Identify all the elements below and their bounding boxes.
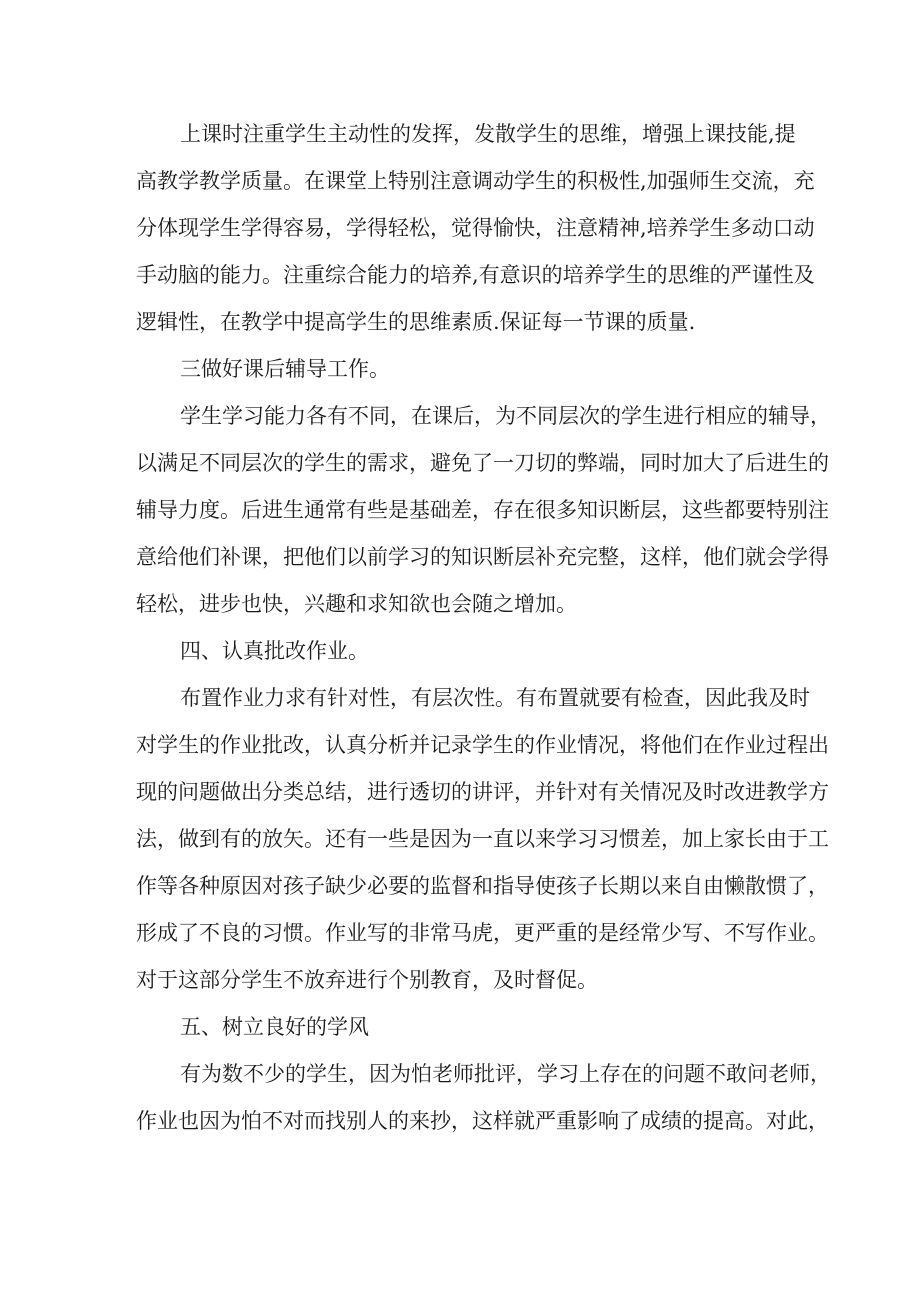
paragraph-3-line-4: 意给他们补课，把他们以前学习的知识断层补充完整，这样，他们就会学得 — [136, 545, 829, 569]
paragraph-5-line-6: 形成了不良的习惯。作业写的非常马虎，更严重的是经常少写、不写作业。 — [136, 921, 829, 945]
paragraph-5-line-1: 布置作业力求有针对性，有层次性。有布置就要有检查，因此我及时 — [180, 686, 810, 710]
paragraph-5-line-4: 法，做到有的放矢。还有一些是因为一直以来学习习惯差，加上家长由于工 — [136, 827, 829, 851]
paragraph-5-line-3: 现的问题做出分类总结，进行透切的讲评，并针对有关情况及时改进教学方 — [136, 780, 829, 804]
paragraph-3-line-2: 以满足不同层次的学生的需求，避免了一刀切的弊端，同时加大了后进生的 — [136, 451, 829, 475]
section-heading-3: 三做好课后辅导工作。 — [180, 357, 390, 381]
paragraph-5-line-7: 对于这部分学生不放弃进行个别教育，及时督促。 — [136, 968, 598, 992]
paragraph-1-line-5: 逻辑性，在教学中提高学生的思维素质.保证每一节课的质量. — [136, 310, 696, 334]
paragraph-5-line-2: 对学生的作业批改，认真分析并记录学生的作业情况，将他们在作业过程出 — [136, 733, 829, 757]
paragraph-7-line-2: 作业也因为怕不对而找别人的来抄，这样就严重影响了成绩的提高。对此， — [136, 1109, 829, 1133]
section-heading-4: 四、认真批改作业。 — [180, 639, 369, 663]
paragraph-1-line-1: 上课时注重学生主动性的发挥，发散学生的思维，增强上课技能,提 — [180, 122, 796, 146]
paragraph-3-line-3: 辅导力度。后进生通常有些是基础差，存在很多知识断层，这些都要特别注 — [136, 498, 829, 522]
paragraph-3-line-1: 学生学习能力各有不同，在课后，为不同层次的学生进行相应的辅导， — [180, 404, 831, 428]
paragraph-1-line-4: 手动脑的能力。注重综合能力的培养,有意识的培养学生的思维的严谨性及 — [136, 263, 815, 287]
section-heading-5: 五、树立良好的学风 — [180, 1015, 369, 1039]
paragraph-5-line-5: 作等各种原因对孩子缺少必要的监督和指导使孩子长期以来自由懒散惯了， — [136, 874, 829, 898]
paragraph-1-line-2: 高教学教学质量。在课堂上特别注意调动学生的积极性,加强师生交流，充 — [136, 169, 815, 193]
paragraph-7-line-1: 有为数不少的学生，因为怕老师批评，学习上存在的问题不敢问老师， — [180, 1062, 831, 1086]
paragraph-1-line-3: 分体现学生学得容易，学得轻松，觉得愉快，注意精神,培养学生多动口动 — [136, 216, 815, 240]
paragraph-3-line-5: 轻松，进步也快，兴趣和求知欲也会随之增加。 — [136, 592, 577, 616]
